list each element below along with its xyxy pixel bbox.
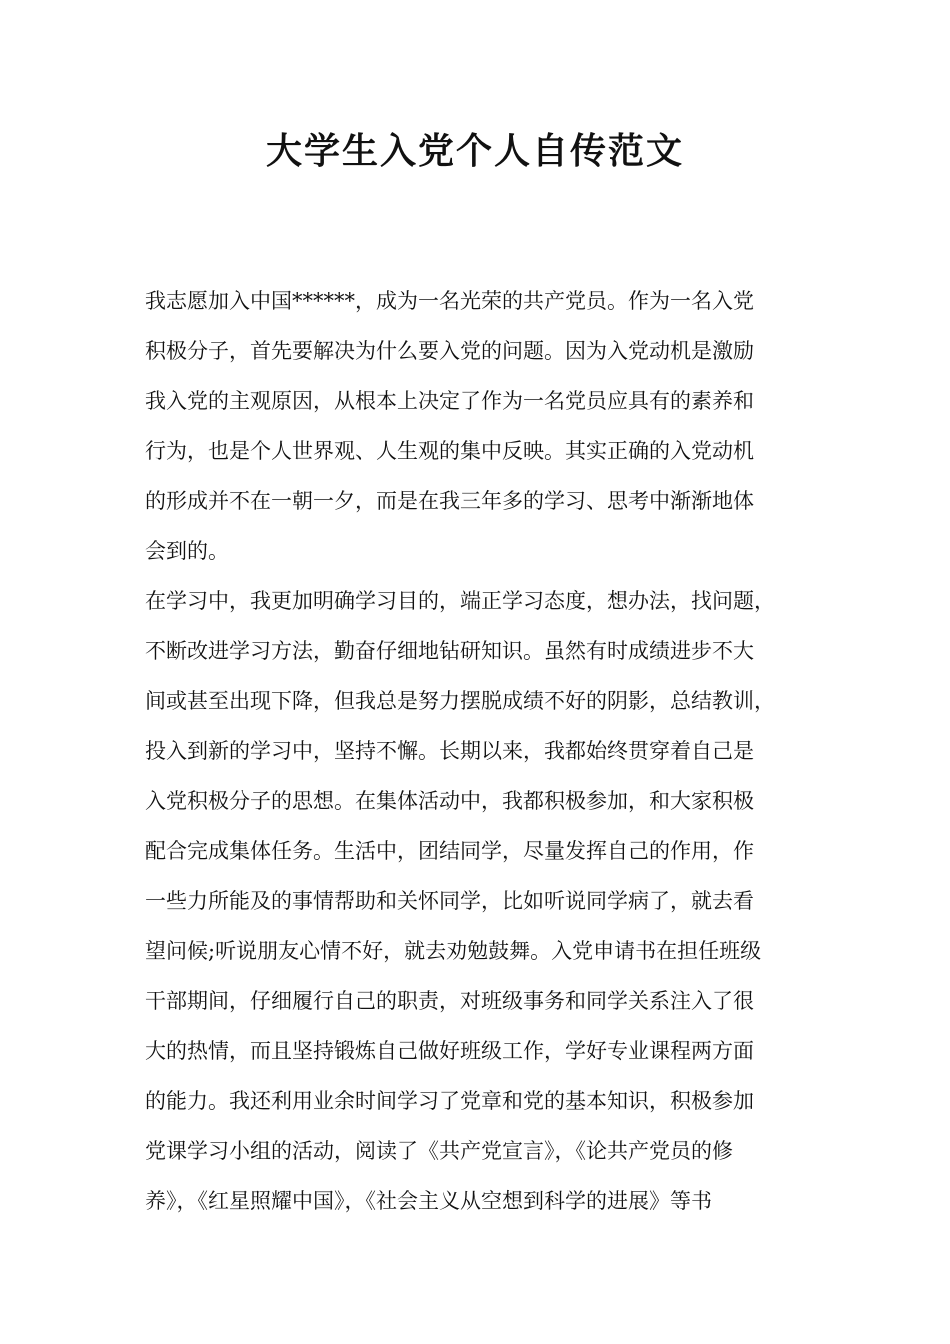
body-line: 党课学习小组的活动，阅读了《共产党宣言》，《论共产党员的修 bbox=[145, 1139, 733, 1163]
document-body bbox=[145, 282, 815, 1232]
body-line: 养》，《红星照耀中国》，《社会主义从空想到科学的进展》等书 bbox=[145, 1189, 712, 1213]
body-line: 的形成并不在一朝一夕，而是在我三年多的学习、思考中渐渐地体 bbox=[145, 489, 754, 513]
body-line: 一些力所能及的事情帮助和关怀同学，比如听说同学病了，就去看 bbox=[145, 889, 754, 913]
body-line: 投入到新的学习中，坚持不懈。长期以来，我都始终贯穿着自己是 bbox=[145, 739, 754, 763]
body-line: 我志愿加入中国******，成为一名光荣的共产党员。作为一名入党 bbox=[145, 289, 754, 313]
body-line: 的能力。我还利用业余时间学习了党章和党的基本知识，积极参加 bbox=[145, 1089, 754, 1113]
body-line: 我入党的主观原因，从根本上决定了作为一名党员应具有的素养和 bbox=[145, 389, 754, 413]
body-line: 入党积极分子的思想。在集体活动中，我都积极参加，和大家积极 bbox=[145, 789, 754, 813]
body-line: 行为，也是个人世界观、人生观的集中反映。其实正确的入党动机 bbox=[145, 439, 754, 463]
body-line: 大的热情，而且坚持锻炼自己做好班级工作，学好专业课程两方面 bbox=[145, 1039, 754, 1063]
body-line: 积极分子，首先要解决为什么要入党的问题。因为入党动机是激励 bbox=[145, 339, 754, 363]
body-line: 干部期间，仔细履行自己的职责，对班级事务和同学关系注入了很 bbox=[145, 989, 754, 1013]
body-line: 间或甚至出现下降，但我总是努力摆脱成绩不好的阴影，总结教训， bbox=[145, 689, 775, 713]
body-line: 不断改进学习方法，勤奋仔细地钻研知识。虽然有时成绩进步不大 bbox=[145, 639, 754, 663]
body-line: 会到的。 bbox=[145, 539, 229, 563]
body-line: 配合完成集体任务。生活中，团结同学，尽量发挥自己的作用，作 bbox=[145, 839, 754, 863]
document-title: 大学生入党个人自传范文 bbox=[265, 131, 684, 172]
body-line: 在学习中，我更加明确学习目的，端正学习态度，想办法，找问题， bbox=[145, 589, 775, 613]
body-line: 望问候;听说朋友心情不好，就去劝勉鼓舞。入党申请书在担任班级 bbox=[145, 939, 762, 963]
